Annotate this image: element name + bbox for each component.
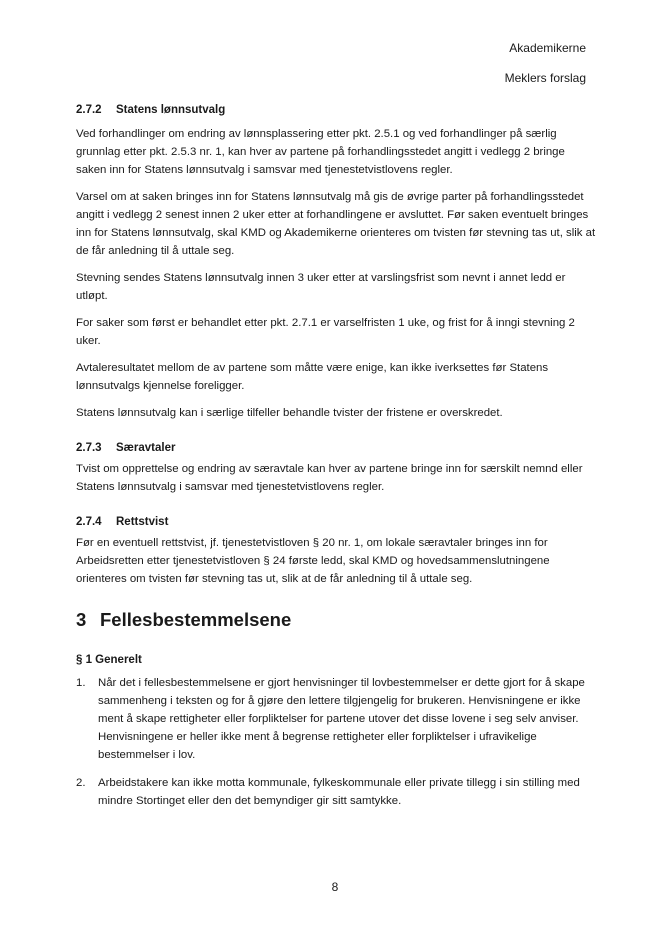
chapter-number: 3 bbox=[76, 609, 87, 630]
paragraph: Avtaleresultatet mellom de av partene som måtte være enige, kan ikke iverksettes før Statens lønnsutvalgs kjennelse foreligger. bbox=[76, 362, 549, 392]
list-item-number: 1. bbox=[76, 677, 86, 689]
section-title: Statens lønnsutvalg bbox=[116, 104, 226, 116]
main-content bbox=[76, 96, 596, 810]
section-title: Særavtaler bbox=[116, 442, 176, 454]
paragraph: Stevning sendes Statens lønnsutvalg innen 3 uker etter at varslingsfrist som nevnt i annet ledd er utløpt. bbox=[76, 272, 566, 302]
numbered-list bbox=[76, 674, 596, 810]
paragraph: Før en eventuell rettstvist, jf. tjenestetvistloven § 20 nr. 1, om lokale særavtaler bringes inn for Arbeidsretten etter tjenestetvistloven § 24 første ledd, skal KMD og hovedsammenslutningene orienteres om tvisten før stevning tas ut, slik at de får anledning til å uttale seg. bbox=[76, 537, 550, 585]
paragraph: Statens lønnsutvalg kan i særlige tilfeller behandle tvister der fristene er overskredet. bbox=[76, 407, 503, 419]
section-heading-2-7-2 bbox=[76, 102, 596, 118]
list-item bbox=[76, 774, 596, 810]
paragraph: Ved forhandlinger om endring av lønnsplassering etter pkt. 2.5.1 og ved forhandlinger på særlig grunnlag etter pkt. 2.5.3 nr. 1, kan hver av partene på forhandlingsstedet angitt i vedlegg 2 bringe saken inn for Statens lønnsutvalg i samsvar med tjenestetvistlovens regler. bbox=[76, 128, 565, 176]
chapter-title: Fellesbestemmelsene bbox=[100, 609, 292, 630]
section-number: 2.7.3 bbox=[76, 442, 102, 454]
paragraph: For saker som først er behandlet etter pkt. 2.7.1 er varselfristen 1 uke, og frist for å inngi stevning 2 uker. bbox=[76, 317, 575, 347]
header-organization: Akademikerne bbox=[509, 41, 586, 55]
section-number: 2.7.2 bbox=[76, 104, 102, 116]
list-item-text: Arbeidstakere kan ikke motta kommunale, fylkeskommunale eller private tillegg i sin stilling med mindre Stortinget eller den det bemyndiger gir sitt samtykke. bbox=[98, 777, 580, 807]
section-heading-2-7-3 bbox=[76, 440, 596, 456]
list-item-text: Når det i fellesbestemmelsene er gjort henvisninger til lovbestemmelser er dette gjort for å skape sammenheng i teksten og for å gjøre den lettere tilgjengelig for brukeren. Henvisningene er ikke ment å skape rettigheter eller forpliktelser for partene utover det disse lovene i seg selv anviser. Henvisningene er heller ikke ment å begrense rettigheter eller forpliktelser i ufravikelige bestemmelser i lov. bbox=[98, 677, 585, 761]
section-number: 2.7.4 bbox=[76, 516, 102, 528]
paragraph: Varsel om at saken bringes inn for Statens lønnsutvalg må gis de øvrige parter på forhandlingsstedet angitt i vedlegg 2 senest innen 2 uker etter at forhandlingene er avsluttet. Før saken eventuelt bringes inn for Statens lønnsutvalg, skal KMD og Akademikerne orienteres om tvisten før stevning tas ut, slik at de får anledning til å uttale seg. bbox=[76, 191, 596, 257]
section-title: Rettstvist bbox=[116, 516, 169, 528]
page-number: 8 bbox=[331, 880, 339, 894]
list-item bbox=[76, 674, 596, 764]
paragraph: Tvist om opprettelse og endring av særavtale kan hver av partene bringe inn for særskilt nemnd eller Statens lønnsutvalg i samsvar med tjenestetvistlovens regler. bbox=[76, 463, 583, 493]
chapter-heading bbox=[76, 608, 596, 632]
section-heading-2-7-4 bbox=[76, 514, 596, 530]
list-item-number: 2. bbox=[76, 777, 86, 789]
paragraph-heading: § 1 Generelt bbox=[76, 654, 142, 666]
header-document-label: Meklers forslag bbox=[504, 71, 586, 85]
